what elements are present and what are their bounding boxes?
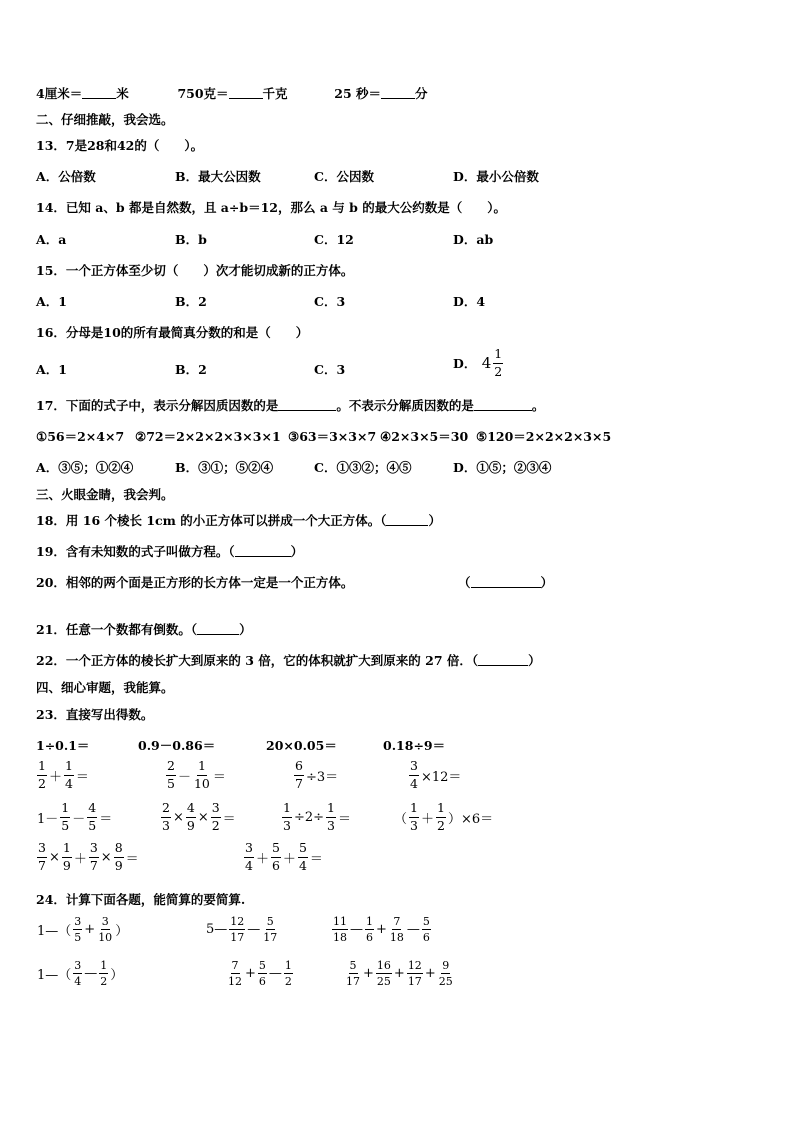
- calc-item: 5— $\frac{12}{17}$ — $\frac{5}{17}$: [206, 915, 278, 944]
- mixed-whole: 4: [481, 354, 492, 372]
- close-paren: ）: [239, 622, 252, 637]
- option[interactable]: B．b: [175, 232, 207, 247]
- option-d-mixed-number[interactable]: [453, 348, 504, 378]
- calc-item: 1—（ $\frac{3}{5}$ + $\frac{3}{10}$ ）: [37, 915, 129, 944]
- answer-blank[interactable]: [235, 544, 291, 557]
- option[interactable]: A．a: [36, 232, 67, 247]
- answer-blank[interactable]: [278, 398, 336, 411]
- q21-text: 21．任意一个数都有倒数。（: [36, 622, 198, 637]
- unit-conversion-line: [36, 84, 428, 102]
- section-heading: 二、仔细推敲，我会选。: [36, 112, 174, 127]
- calc-item: $\frac{1}{2}$ ＋ $\frac{1}{4}$ ＝: [38, 758, 89, 791]
- question-16: 16．分母是10的所有最简真分数的和是（ ）: [36, 325, 309, 340]
- option[interactable]: A．1: [36, 362, 67, 377]
- calc-item: $\frac{6}{7}$ ÷3＝: [295, 758, 339, 791]
- option[interactable]: C．12: [314, 232, 354, 247]
- q22-text: 22．一个正方体的棱长扩大到原来的 3 倍，它的体积就扩大到原来的 27 倍．（: [36, 653, 479, 668]
- option[interactable]: B．2: [175, 362, 207, 377]
- answer-blank[interactable]: [471, 575, 541, 588]
- calc-item: 1÷0.1＝: [36, 738, 90, 753]
- option[interactable]: D．4: [453, 294, 486, 309]
- option[interactable]: D．ab: [453, 232, 494, 247]
- calc-item: $\frac{3}{4}$ ＋ $\frac{5}{6}$ ＋ $\frac{5}{4}$ ＝: [245, 840, 323, 873]
- question-18: [36, 511, 441, 529]
- calc-item: $\frac{3}{7}$ × $\frac{1}{9}$ ＋ $\frac{3}{7}$ × $\frac{8}{9}$ ＝: [38, 840, 139, 873]
- option[interactable]: B．2: [175, 294, 207, 309]
- fraction: $\frac{1}{2}$: [494, 346, 503, 379]
- question-21: [36, 620, 252, 638]
- q18-text: 18．用 16 个棱长 1cm 的小正方体可以拼成一个大正方体。（: [36, 513, 387, 528]
- q17-stem-a: 17．下面的式子中，表示分解因质因数的是: [36, 398, 279, 413]
- calc-item: $\frac{5}{17}$ + $\frac{16}{25}$ + $\frac{12}{17}$ + $\frac{9}{25}$: [346, 959, 453, 988]
- calc-item: $\frac{2}{5}$ － $\frac{1}{10}$ ＝: [167, 758, 226, 791]
- question-22: [36, 651, 541, 669]
- calc-item: $\frac{11}{18}$ — $\frac{1}{6}$ + $\frac{7}{18}$ — $\frac{5}{6}$: [333, 915, 430, 944]
- option-d-label: D．: [453, 356, 477, 371]
- calc-item: （ $\frac{1}{3}$ ＋ $\frac{1}{2}$ ）×6＝: [394, 800, 494, 833]
- option[interactable]: C．公因数: [314, 169, 374, 184]
- q20-answer: [458, 573, 553, 591]
- answer-blank[interactable]: [229, 86, 263, 99]
- calc-item: $\frac{2}{3}$ × $\frac{4}{9}$ × $\frac{3}{2}$ ＝: [162, 800, 236, 833]
- question-17: [36, 396, 544, 414]
- option[interactable]: B．最大公因数: [175, 169, 261, 184]
- calc-item: $\frac{1}{3}$ ÷2÷ $\frac{1}{3}$ ＝: [283, 800, 351, 833]
- question-14: 14．已知 a、b 都是自然数，且 a÷b＝12，那么 a 与 b 的最大公约数是（ ）。: [36, 200, 506, 215]
- conv-c: 25 秒＝: [334, 86, 382, 101]
- conv-b: 750克＝: [177, 86, 229, 101]
- calc-item: 0.9－0.86＝: [138, 738, 216, 753]
- close-paren: ）: [290, 544, 304, 559]
- conv-a: 4厘米＝: [36, 86, 83, 101]
- question-15: 15．一个正方体至少切（ ）次才能切成新的正方体。: [36, 263, 354, 278]
- question-23-title: 23．直接写出得数。: [36, 707, 154, 722]
- section-heading: 三、火眼金睛，我会判。: [36, 487, 174, 502]
- calc-item: $\frac{3}{4}$ ×12＝: [410, 758, 462, 791]
- option[interactable]: A．公倍数: [36, 169, 96, 184]
- question-20: [36, 573, 353, 591]
- answer-blank[interactable]: [82, 86, 116, 99]
- q17-stem-c: 。: [531, 398, 545, 413]
- close-paren: ）: [528, 653, 541, 668]
- answer-blank[interactable]: [474, 398, 532, 411]
- calc-item: 1—（ $\frac{3}{4}$ — $\frac{1}{2}$ ）: [37, 959, 124, 988]
- calc-item: 1－ $\frac{1}{5}$ － $\frac{4}{5}$ ＝: [37, 800, 113, 833]
- option[interactable]: B．③①；⑤②④: [175, 460, 274, 475]
- option[interactable]: D．①⑤；②③④: [453, 460, 552, 475]
- q17-item: ②72＝2×2×2×3×3×1: [135, 429, 281, 444]
- open-paren: （: [458, 575, 471, 590]
- option[interactable]: C．①③②；④⑤: [314, 460, 412, 475]
- q17-item: ⑤120＝2×2×2×3×5: [476, 429, 612, 444]
- option[interactable]: C．3: [314, 294, 346, 309]
- option[interactable]: A．1: [36, 294, 67, 309]
- calc-item: 0.18÷9＝: [383, 738, 446, 753]
- q19-text: 19．含有未知数的式子叫做方程。（: [36, 544, 235, 559]
- question-19: [36, 542, 303, 560]
- calc-item: $\frac{7}{12}$ + $\frac{5}{6}$ — $\frac{1}{2}$: [228, 959, 292, 988]
- option[interactable]: D．最小公倍数: [453, 169, 539, 184]
- q17-item: ③63＝3×3×7: [288, 429, 377, 444]
- q17-stem-b: 。不表示分解质因数的是: [336, 398, 474, 413]
- conv-a-unit: 米: [116, 86, 129, 101]
- q20-text: 20．相邻的两个面是正方形的长方体一定是一个正方体。: [36, 575, 354, 590]
- question-24-title: 24．计算下面各题，能简算的要简算.: [36, 892, 246, 907]
- option[interactable]: A．③⑤；①②④: [36, 460, 134, 475]
- q17-item: ④2×3×5＝30: [380, 429, 469, 444]
- answer-blank[interactable]: [386, 513, 428, 526]
- question-13: 13．7是28和42的（ ）。: [36, 138, 204, 153]
- calc-item: 20×0.05＝: [266, 738, 337, 753]
- close-paren: ）: [428, 513, 441, 528]
- answer-blank[interactable]: [478, 653, 528, 666]
- conv-b-unit: 千克: [262, 86, 288, 101]
- conv-c-unit: 分: [415, 86, 428, 101]
- answer-blank[interactable]: [197, 622, 239, 635]
- option[interactable]: C．3: [314, 362, 346, 377]
- section-heading: 四、细心审题，我能算。: [36, 680, 174, 695]
- q17-item: ①56＝2×4×7: [36, 429, 125, 444]
- answer-blank[interactable]: [381, 86, 415, 99]
- close-paren: ）: [540, 575, 554, 590]
